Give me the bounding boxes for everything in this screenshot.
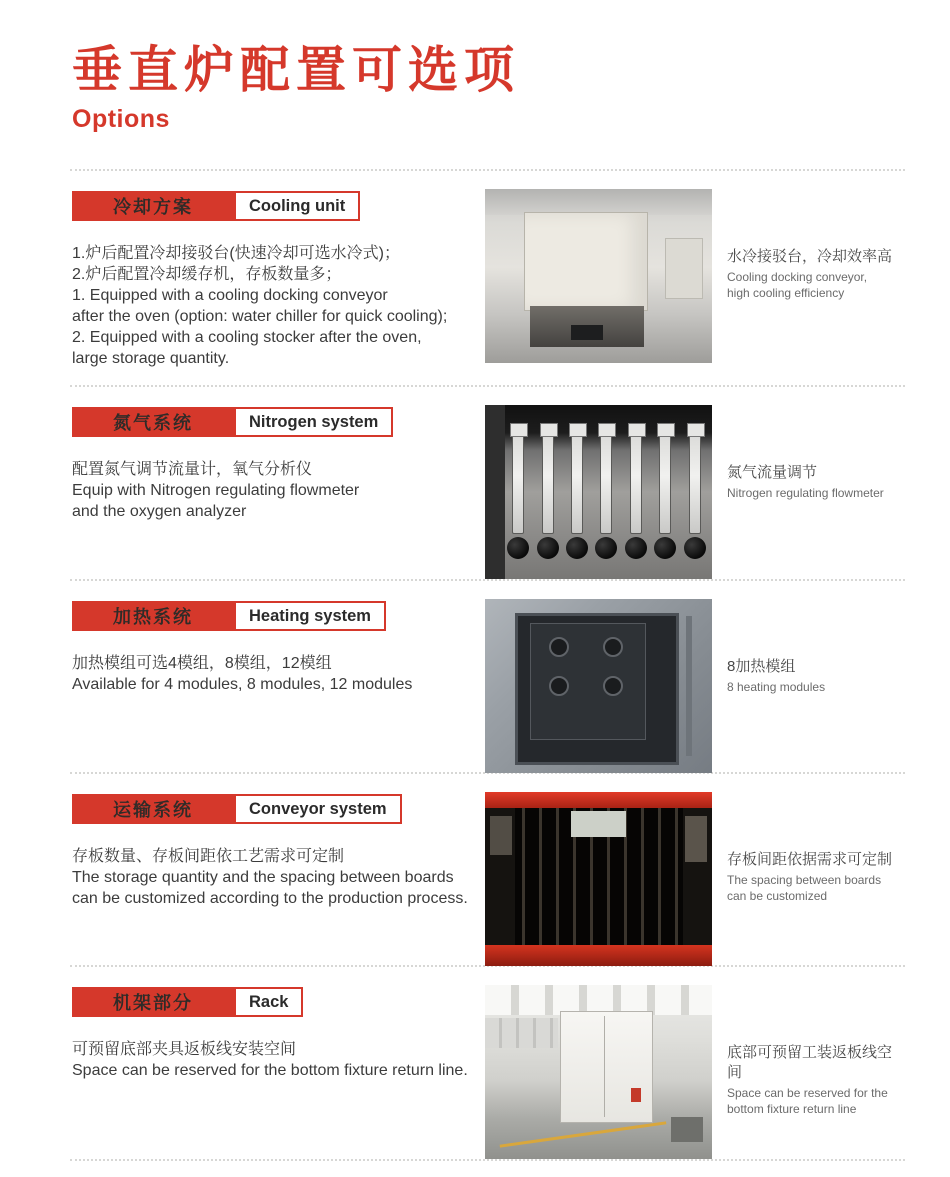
heating-module-photo [485,599,712,773]
caption-en: Space can be reserved for the [727,1086,888,1100]
conveyor-badge-en: Conveyor system [234,794,402,824]
rack-badge-cn: 机架部分 [72,987,234,1017]
page-subtitle: Options [72,105,170,133]
caption-cn: 8加热模组 [727,658,796,675]
cooling-badge [72,191,470,221]
caption-en: can be customized [727,889,828,903]
flowmeter-tube [542,428,554,534]
page-header [0,0,950,169]
caption-cn: 存板间距依据需求可定制 [727,851,893,868]
body-line: and the oxygen analyzer [72,503,247,520]
body-line: after the oven (option: water chiller for quick cooling); [72,308,448,325]
photo-rail [686,616,692,755]
heating-badge [72,601,470,631]
photo-right-block [685,816,708,861]
conveyor-badge [72,794,470,824]
body-line: Equip with Nitrogen regulating flowmeter [72,482,360,499]
flowmeter-tube [600,428,612,534]
body-line: 加热模组可选4模组，8模组，12模组 [72,655,332,672]
nitrogen-caption [727,405,905,501]
body-line: Available for 4 modules, 8 modules, 12 modules [72,676,413,693]
nitrogen-badge [72,407,470,437]
photo-light-window [571,811,625,837]
cooling-caption [727,189,905,301]
flowmeter-tube [512,428,524,534]
body-line: 配置氮气调节流量计，氧气分析仪 [72,461,313,478]
body-line: 可预留底部夹具返板线安装空间 [72,1041,297,1058]
heating-badge-en: Heating system [234,601,386,631]
conveyor-text-column [72,792,470,909]
flowmeter-tube [630,428,642,534]
body-line: 1.炉后配置冷却接驳台(快速冷却可选水冷式)； [72,245,401,262]
body-line: 2. Equipped with a cooling stocker after the oven, [72,329,422,346]
cooling-unit-photo [485,189,712,363]
rack-caption [727,985,905,1117]
section-cooling-unit [0,171,950,385]
caption-en: Cooling docking conveyor, [727,270,868,284]
photo-machine-body [524,212,649,311]
caption-en: 8 heating modules [727,680,826,694]
flowmeter-tube [689,428,701,534]
photo-flowmeter-tubes [512,428,700,532]
flowmeter-tube [571,428,583,534]
photo-side-cabinet [665,238,703,299]
nitrogen-flowmeter-photo [485,405,712,579]
divider [70,1159,905,1161]
conveyor-rack-photo [485,792,712,966]
flowmeter-tube [659,428,671,534]
photo-red-frame-top [485,792,712,808]
caption-en: Nitrogen regulating flowmeter [727,486,884,500]
cooling-body-text [72,243,470,369]
photo-machine-body [560,1011,653,1123]
conveyor-body-text [72,846,470,909]
heating-text-column [72,599,470,695]
photo-gauge [603,676,623,696]
photo-side-panel [485,405,505,579]
rack-machine-photo [485,985,712,1159]
body-line: large storage quantity. [72,350,230,367]
body-line: Space can be reserved for the bottom fixture return line. [72,1062,468,1079]
caption-cn: 底部可预留工装返板线空间 [727,1044,893,1081]
caption-en: bottom fixture return line [727,1102,857,1116]
conveyor-caption [727,792,905,904]
caption-cn: 水冷接驳台，冷却效率高 [727,248,893,265]
section-rack [0,967,950,1159]
rack-body-text [72,1039,470,1081]
cooling-badge-en: Cooling unit [234,191,360,221]
body-line: The storage quantity and the spacing between boards [72,869,454,886]
cooling-badge-cn: 冷却方案 [72,191,234,221]
body-line: 1. Equipped with a cooling docking conveyor [72,287,388,304]
photo-crate [671,1117,703,1141]
photo-left-block [490,816,513,854]
nitrogen-body-text [72,459,470,522]
heating-caption [727,599,905,695]
nitrogen-text-column [72,405,470,522]
page-title: 垂直炉配置可选项 [72,40,520,99]
heating-badge-cn: 加热系统 [72,601,234,631]
section-conveyor-system [0,774,950,965]
caption-cn: 氮气流量调节 [727,464,818,481]
section-heating-system [0,581,950,772]
conveyor-badge-cn: 运输系统 [72,794,234,824]
caption-en: The spacing between boards [727,873,882,887]
photo-control-screen [571,325,603,341]
rack-badge [72,987,470,1017]
section-nitrogen-system [0,387,950,579]
nitrogen-badge-cn: 氮气系统 [72,407,234,437]
photo-floor-line [499,1122,666,1148]
photo-red-frame-bottom [485,945,712,966]
body-line: can be customized according to the production process. [72,890,468,907]
heating-body-text [72,653,470,695]
rack-badge-en: Rack [234,987,303,1017]
photo-gauge [549,676,569,696]
nitrogen-badge-en: Nitrogen system [234,407,393,437]
photo-cabinet-door [530,623,646,740]
rack-text-column [72,985,470,1081]
photo-back-wall [485,1018,558,1048]
body-line: 2.炉后配置冷却缓存机，存板数量多； [72,266,342,283]
cooling-text-column [72,189,470,369]
caption-en: high cooling efficiency [727,286,845,300]
photo-gauge [549,637,569,657]
body-line: 存板数量、存板间距依工艺需求可定制 [72,848,345,865]
